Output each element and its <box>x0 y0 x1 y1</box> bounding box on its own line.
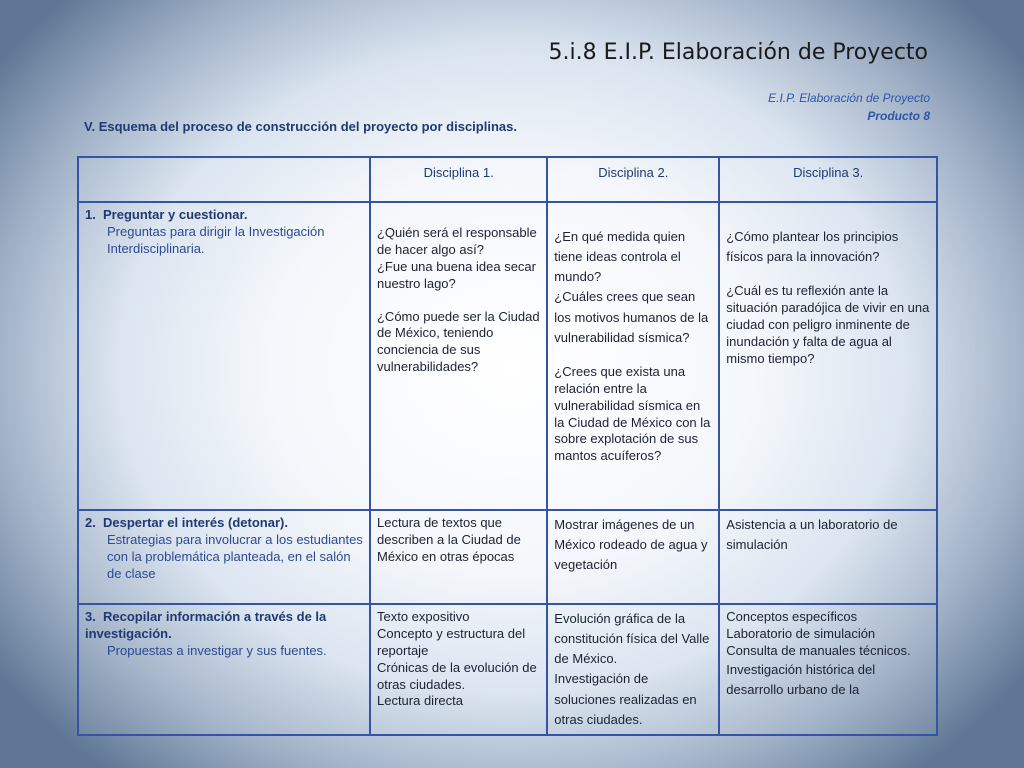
section-title: V. Esquema del proceso de construcción del proyecto por disciplinas. <box>84 119 517 134</box>
stage-title-text: Despertar el interés (detonar). <box>103 515 288 530</box>
question: ¿Cómo puede ser la Ciudad de México, teniendo conciencia de sus vulnerabilidades? <box>376 308 540 375</box>
page-title: 5.i.8 E.I.P. Elaboración de Proyecto <box>548 40 928 65</box>
discipline-1-cell <box>370 604 547 735</box>
table-row <box>78 510 937 604</box>
question: ¿En qué medida quien tiene ideas controla el mundo? <box>554 229 686 285</box>
discipline-1-cell <box>370 202 547 510</box>
source-item: Evolución gráfica de la constitución física del Valle de México. <box>554 611 710 667</box>
source-item: Crónicas de la evolución de otras ciudades. <box>376 659 537 692</box>
discipline-3-cell <box>719 604 937 735</box>
stage-title <box>85 609 363 643</box>
table-header-row <box>78 157 937 202</box>
column-header: Disciplina 3. <box>719 157 937 202</box>
discipline-2-cell <box>547 604 719 735</box>
question: ¿Cómo plantear los principios físicos para la innovación? <box>726 229 899 265</box>
source-item: Investigación de soluciones realizadas en otras ciudades. <box>554 671 697 727</box>
table-row <box>78 604 937 735</box>
source-item: Texto expositivo <box>376 609 470 624</box>
question: ¿Cuáles crees que sean los motivos humanos de la vulnerabilidad sísmica? <box>554 289 709 345</box>
discipline-1-cell <box>370 510 547 604</box>
source-item: Laboratorio de simulación <box>726 625 876 641</box>
stage-description: Estrategias para involucrar a los estudiantes con la problemática planteada, en el salón de clase <box>107 531 363 581</box>
stage-cell <box>78 510 370 604</box>
discipline-3-cell <box>719 202 937 510</box>
question: ¿Fue una buena idea secar nuestro lago? <box>376 258 536 291</box>
question: ¿Crees que exista una relación entre la vulnerabilidad sísmica en la Ciudad de México con la sobre explotación de sus mantos acuíferos? <box>554 363 711 464</box>
stage-title-text: Preguntar y cuestionar. <box>103 207 248 222</box>
stage-cell <box>78 202 370 510</box>
stage-number: 2. <box>85 515 96 530</box>
question: ¿Quién será el responsable de hacer algo así? <box>376 225 537 257</box>
stage-cell <box>78 604 370 735</box>
activity: Lectura de textos que describen a la Ciudad de México en otras épocas <box>376 515 521 564</box>
stage-number: 1. <box>85 207 96 222</box>
stage-number: 3. <box>85 609 96 624</box>
source-item: Conceptos específicos <box>726 609 858 624</box>
discipline-3-cell <box>719 510 937 604</box>
stage-title <box>85 207 363 224</box>
subtitle: E.I.P. Elaboración de Proyecto <box>768 91 930 105</box>
source-item: Consulta de manuales técnicos. <box>726 642 911 658</box>
stage-description: Preguntas para dirigir la Investigación Interdisciplinaria. <box>107 223 325 256</box>
source-item: Investigación histórica del desarrollo urbano de la <box>726 661 876 697</box>
stage-title-text: Recopilar información a través de la investigación. <box>85 609 327 641</box>
product-label: Producto 8 <box>867 109 930 123</box>
stage-title <box>85 515 363 532</box>
column-header: Disciplina 2. <box>547 157 719 202</box>
table-row <box>78 202 937 510</box>
activity: Asistencia a un laboratorio de simulación <box>726 517 898 553</box>
activity: Mostrar imágenes de un México rodeado de agua y vegetación <box>554 517 708 573</box>
discipline-table <box>77 156 938 736</box>
discipline-2-cell <box>547 510 719 604</box>
column-header <box>78 157 370 202</box>
discipline-2-cell <box>547 202 719 510</box>
question: ¿Cuál es tu reflexión ante la situación paradójica de vivir en una ciudad con peligro inminente de inundación y falta de agua al mismo tiempo? <box>726 283 930 366</box>
source-item: Concepto y estructura del reportaje <box>376 625 526 658</box>
stage-description: Propuestas a investigar y sus fuentes. <box>107 642 327 658</box>
column-header: Disciplina 1. <box>370 157 547 202</box>
source-item: Lectura directa <box>376 693 463 709</box>
